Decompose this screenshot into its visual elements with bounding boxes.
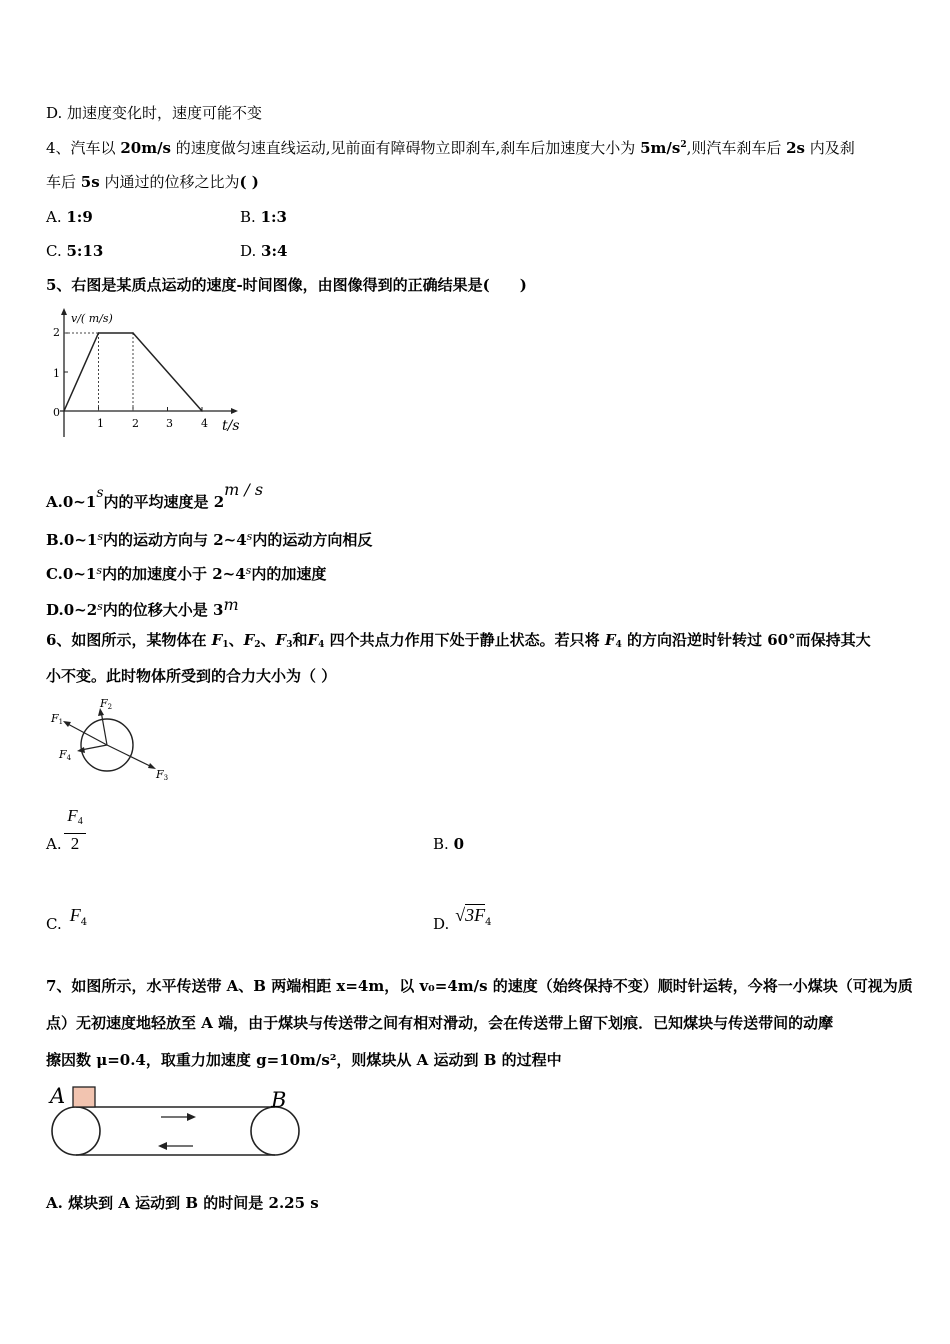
fraction-f4-over-2 <box>64 806 86 854</box>
q5-option-d[interactable] <box>46 595 239 620</box>
option-label: A.0~1 <box>46 493 97 511</box>
q7-stem-line2: 点）无初速度地轻放至 A 端，由于煤块与传送带之间有相对滑动，会在传送带上留下划痕．已知煤块与传送带间的动摩 <box>46 1014 834 1032</box>
force-f2-arrow <box>101 711 107 745</box>
option-label: C. <box>46 242 67 260</box>
q5-option-a[interactable] <box>46 480 263 512</box>
option-label: D.0~2 <box>46 601 98 619</box>
option-label: D. <box>433 915 450 933</box>
arrowhead <box>148 763 156 769</box>
force-sub: 2 <box>254 640 261 650</box>
q4-text: 内通过的位移之比为 <box>99 173 240 191</box>
option-label: C.0~1 <box>46 565 97 583</box>
unit-s: s <box>97 600 103 613</box>
q4-time1: 2s <box>786 139 806 157</box>
q4-option-a[interactable] <box>46 207 93 227</box>
option-label: D. <box>240 242 262 260</box>
q4-option-d[interactable] <box>240 241 287 261</box>
q5-stem-close: ) <box>519 276 527 294</box>
graph-xtick: 1 <box>97 417 104 430</box>
q4-text: 内及刹 <box>805 139 855 157</box>
unit-s: s <box>96 564 102 577</box>
graph-xtick: 4 <box>201 417 208 430</box>
coal-block <box>73 1087 95 1107</box>
force-sub: 3 <box>286 640 293 650</box>
label-f4: F4 <box>59 748 72 762</box>
left-pulley <box>52 1107 100 1155</box>
unit-s: s <box>246 530 253 543</box>
q6-option-d[interactable] <box>433 905 492 934</box>
velocity-series-line <box>64 333 202 411</box>
unit-mps: m / s <box>224 480 264 499</box>
option-text: 内的位移大小是 3 <box>102 601 224 619</box>
frac-sub: 4 <box>77 816 83 827</box>
q5-stem-text: 5、右图是某质点运动的速度-时间图像，由图像得到的正确结果是( <box>46 276 490 294</box>
graph-y-label: v/( m/s) <box>71 312 113 325</box>
option-label: B. <box>433 835 454 853</box>
graph-x-arrow <box>231 408 238 414</box>
q5-stem <box>46 275 527 295</box>
q6-text: 6、如图所示，某物体在 <box>46 631 212 649</box>
q4-option-b[interactable] <box>240 207 287 227</box>
q7-option-a[interactable]: A. 煤块到 A 运动到 B 的时间是 2.25 s <box>46 1194 319 1212</box>
option-value: 5:13 <box>66 242 104 260</box>
force-sub: 4 <box>615 640 622 650</box>
graph-y-arrow <box>61 308 67 315</box>
q7-stem-line3: 擦因数 μ=0.4，取重力加速度 g=10m/s²，则煤块从 A 运动到 B 的过程中 <box>46 1051 562 1069</box>
velocity-point <box>201 410 203 412</box>
label-f2: F2 <box>100 697 113 711</box>
option-value: F <box>69 905 81 925</box>
arrowhead <box>63 721 71 727</box>
q6-stem-line1 <box>46 630 871 655</box>
label-b: B <box>271 1088 287 1112</box>
label-f3: F3 <box>156 768 169 782</box>
q6-option-a-label[interactable]: A. <box>46 835 62 853</box>
force-sub: 1 <box>222 640 229 650</box>
q5-option-b[interactable] <box>46 527 372 550</box>
option-text: 内的平均速度是 2 <box>103 493 225 511</box>
force-sub: 4 <box>318 640 325 650</box>
q6-text: 四个共点力作用下处于静止状态。若只将 <box>324 631 605 649</box>
q4-accel: 5m/s <box>640 139 681 157</box>
velocity-point <box>63 410 65 412</box>
velocity-time-graph <box>46 305 256 445</box>
unit-s: s <box>245 564 252 577</box>
q6-stem-line2: 小不变。此时物体所受到的合力大小为（ ） <box>46 667 337 685</box>
q7-stem-line1: 7、如图所示，水平传送带 A、B 两端相距 x=4m，以 v₀=4m/s 的速度（始终保持不变）顺时针运转，今将一小煤块（可视为质 <box>46 977 913 995</box>
graph-ytick: 1 <box>53 367 60 380</box>
q6-sep: 、 <box>228 631 244 649</box>
q4-text: 车后 <box>46 173 81 191</box>
arrowhead <box>158 1142 167 1150</box>
q4-accel-exp: 2 <box>680 140 687 150</box>
velocity-point <box>132 332 134 334</box>
q6-text: 的方向沿逆时针转过 60°而保持其大 <box>621 631 871 649</box>
right-pulley <box>251 1107 299 1155</box>
q4-speed: 20m/s <box>120 139 171 157</box>
option-label: B. <box>240 208 261 226</box>
label-a: A <box>50 1084 66 1108</box>
option-text: 内的运动方向相反 <box>252 531 373 549</box>
option-sub: 4 <box>485 917 492 928</box>
force-symbol: F <box>275 631 287 649</box>
unit-m: m <box>223 595 239 614</box>
q4-text: 汽车以 <box>70 139 121 157</box>
option-label: B.0~1 <box>46 531 98 549</box>
force-symbol: F <box>307 631 319 649</box>
arrowhead <box>187 1113 196 1121</box>
unit-s: s <box>96 485 104 501</box>
label-f1: F1 <box>51 712 64 726</box>
force-f4-arrow <box>81 745 107 750</box>
unit-s: s <box>97 530 103 543</box>
force-f1-arrow <box>66 723 107 745</box>
velocity-point <box>98 332 100 334</box>
option-label: A. <box>46 208 67 226</box>
frac-denominator: 2 <box>70 834 80 853</box>
force-symbol: F <box>211 631 223 649</box>
force-symbol: F <box>604 631 616 649</box>
q6-option-b[interactable] <box>433 834 464 854</box>
q4-text: 的速度做匀速直线运动,见前面有障碍物立即刹车,刹车后加速度大小为 <box>171 139 641 157</box>
q4-paren: ( ) <box>239 173 259 191</box>
option-value: 3F <box>465 905 486 925</box>
force-f3-arrow <box>107 745 152 767</box>
q4-stem-line1 <box>46 135 855 158</box>
sqrt-symbol: √ <box>455 905 466 925</box>
conveyor-belt-diagram <box>46 1080 311 1165</box>
q5-option-c[interactable] <box>46 561 326 584</box>
graph-xtick: 3 <box>166 417 173 430</box>
frac-numerator: F <box>67 806 78 825</box>
graph-x-label: t/s <box>222 418 240 434</box>
option-value: 3:4 <box>261 242 288 260</box>
option-value: 0 <box>453 835 464 853</box>
q6-sep: 、 <box>260 631 276 649</box>
option-text: 内的运动方向与 2~4 <box>103 531 247 549</box>
option-label: C. <box>46 915 62 933</box>
q6-option-c[interactable] <box>46 905 87 934</box>
graph-ytick: 0 <box>53 406 60 419</box>
q4-stem-line2 <box>46 172 259 192</box>
q4-time2: 5s <box>80 173 100 191</box>
force-diagram <box>46 695 186 790</box>
option-text: 内的加速度小于 2~4 <box>102 565 246 583</box>
q4-text: ,则汽车刹车后 <box>686 139 787 157</box>
q4-option-c[interactable] <box>46 241 103 261</box>
option-value: 1:3 <box>260 208 287 226</box>
q6-sep: 和 <box>292 631 308 649</box>
graph-xtick: 2 <box>132 417 139 430</box>
graph-ytick: 2 <box>53 326 60 339</box>
option-value: 1:9 <box>66 208 93 226</box>
q4-number: 4、 <box>46 139 71 157</box>
option-text: 内的加速度 <box>251 565 327 583</box>
q3-option-d: D. 加速度变化时，速度可能不变 <box>46 104 263 122</box>
force-symbol: F <box>243 631 255 649</box>
option-sub: 4 <box>80 917 88 928</box>
